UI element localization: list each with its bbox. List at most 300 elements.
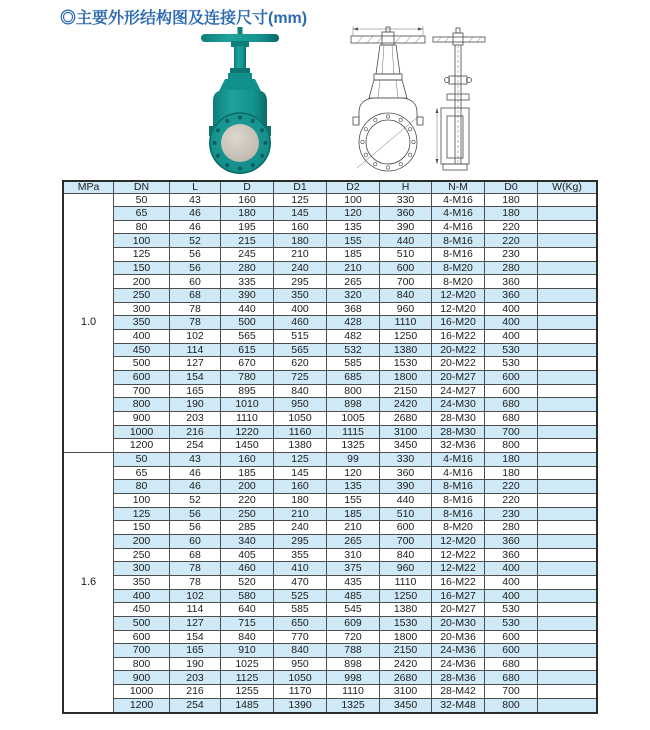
table-cell: 440 (380, 493, 432, 507)
table-cell: 78 (170, 575, 221, 589)
table-cell: 195 (221, 220, 274, 234)
table-row (63, 562, 597, 576)
table-row (63, 302, 597, 316)
table-row (63, 521, 597, 535)
table-cell: 400 (114, 330, 170, 344)
table-cell: 240 (274, 521, 327, 535)
column-header-d2: D2 (327, 181, 380, 193)
table-cell: 12-M22 (432, 562, 485, 576)
table-row (63, 452, 597, 466)
table-cell: 203 (170, 412, 221, 426)
dimension-table (62, 180, 598, 714)
table-cell: 155 (327, 493, 380, 507)
table-cell: 180 (485, 466, 538, 480)
table-cell: 340 (221, 534, 274, 548)
table-cell: 565 (221, 330, 274, 344)
table-cell: 1250 (380, 330, 432, 344)
table-cell: 1025 (221, 657, 274, 671)
table-cell: 530 (485, 343, 538, 357)
table-cell: 700 (485, 425, 538, 439)
table-row (63, 371, 597, 385)
table-cell: 2680 (380, 671, 432, 685)
table-cell: 125 (114, 248, 170, 262)
table-cell (538, 685, 598, 699)
table-cell: 78 (170, 562, 221, 576)
table-cell: 4-M16 (432, 193, 485, 207)
table-cell: 250 (114, 289, 170, 303)
table-cell: 1050 (274, 671, 327, 685)
table-cell: 114 (170, 603, 221, 617)
table-cell: 240 (274, 261, 327, 275)
table-cell: 102 (170, 330, 221, 344)
table-cell: 360 (485, 289, 538, 303)
table-cell (538, 534, 598, 548)
table-cell: 160 (221, 452, 274, 466)
table-cell: 295 (274, 534, 327, 548)
table-cell: 24-M36 (432, 657, 485, 671)
table-cell: 390 (380, 220, 432, 234)
table-cell: 1160 (274, 425, 327, 439)
table-cell: 500 (221, 316, 274, 330)
table-cell: 840 (380, 548, 432, 562)
table-cell (538, 671, 598, 685)
table-cell: 1200 (114, 439, 170, 453)
table-cell (538, 589, 598, 603)
column-header-d0: D0 (485, 181, 538, 193)
table-cell: 670 (221, 357, 274, 371)
table-cell: 154 (170, 630, 221, 644)
table-cell: 700 (114, 644, 170, 658)
table-cell (538, 480, 598, 494)
table-cell: 600 (485, 630, 538, 644)
table-row (63, 357, 597, 371)
table-cell: 360 (380, 466, 432, 480)
table-cell: 20-M36 (432, 630, 485, 644)
table-cell: 482 (327, 330, 380, 344)
table-row (63, 548, 597, 562)
table-cell: 8-M20 (432, 521, 485, 535)
table-cell: 310 (327, 548, 380, 562)
table-cell: 4-M16 (432, 207, 485, 221)
table-cell: 265 (327, 275, 380, 289)
table-cell: 220 (485, 234, 538, 248)
table-cell: 180 (485, 193, 538, 207)
table-cell: 900 (114, 412, 170, 426)
table-cell (538, 398, 598, 412)
table-cell (538, 562, 598, 576)
table-cell: 725 (274, 371, 327, 385)
table-cell: 160 (274, 480, 327, 494)
valve-flange (209, 112, 271, 174)
table-cell (538, 248, 598, 262)
table-cell: 400 (274, 302, 327, 316)
table-row (63, 657, 597, 671)
table-cell: 650 (274, 616, 327, 630)
table-cell: 8-M20 (432, 275, 485, 289)
table-row (63, 261, 597, 275)
table-cell: 1050 (274, 412, 327, 426)
table-cell: 50 (114, 452, 170, 466)
table-cell: 46 (170, 220, 221, 234)
table-cell: 46 (170, 207, 221, 221)
table-cell: 1005 (327, 412, 380, 426)
table-cell: 840 (274, 384, 327, 398)
table-row (63, 480, 597, 494)
table-cell: 46 (170, 480, 221, 494)
table-cell: 20-M27 (432, 371, 485, 385)
table-cell: 530 (485, 603, 538, 617)
valve-stem (219, 46, 261, 91)
table-cell: 1000 (114, 685, 170, 699)
table-cell: 600 (114, 371, 170, 385)
table-cell: 950 (274, 657, 327, 671)
table-cell: 20-M22 (432, 343, 485, 357)
table-cell: 295 (274, 275, 327, 289)
page-title: ◎主要外形结构图及连接尺寸(mm) (60, 10, 308, 27)
table-cell: 52 (170, 234, 221, 248)
table-cell: 400 (485, 302, 538, 316)
table-cell: 680 (485, 398, 538, 412)
table-row (63, 289, 597, 303)
table-cell: 1325 (327, 698, 380, 713)
table-row (63, 207, 597, 221)
table-cell: 20-M30 (432, 616, 485, 630)
table-cell: 1800 (380, 630, 432, 644)
table-cell: 8-M16 (432, 234, 485, 248)
table-cell: 12-M20 (432, 534, 485, 548)
table-cell: 12-M20 (432, 302, 485, 316)
table-cell: 1110 (380, 316, 432, 330)
table-cell: 185 (327, 507, 380, 521)
table-cell: 285 (221, 521, 274, 535)
table-cell: 280 (221, 261, 274, 275)
table-cell: 28-M30 (432, 412, 485, 426)
table-cell: 910 (221, 644, 274, 658)
table-cell: 800 (114, 398, 170, 412)
table-cell: 3100 (380, 425, 432, 439)
table-row (63, 220, 597, 234)
table-cell: 150 (114, 261, 170, 275)
table-cell (538, 412, 598, 426)
table-cell: 12-M22 (432, 548, 485, 562)
table-cell: 510 (380, 248, 432, 262)
table-row (63, 425, 597, 439)
table-cell: 220 (221, 493, 274, 507)
table-cell: 770 (274, 630, 327, 644)
table-cell: 3100 (380, 685, 432, 699)
table-cell: 400 (485, 316, 538, 330)
table-cell: 1530 (380, 357, 432, 371)
table-cell (538, 234, 598, 248)
table-cell: 3450 (380, 698, 432, 713)
table-cell: 1115 (327, 425, 380, 439)
table-cell: 2150 (380, 384, 432, 398)
table-row (63, 193, 597, 207)
table-cell: 180 (274, 234, 327, 248)
table-cell: 65 (114, 466, 170, 480)
table-cell: 220 (485, 220, 538, 234)
table-cell: 1380 (274, 439, 327, 453)
table-cell: 203 (170, 671, 221, 685)
table-cell: 898 (327, 657, 380, 671)
table-cell: 154 (170, 371, 221, 385)
table-cell: 280 (485, 521, 538, 535)
column-header-w-kg-: W(Kg) (538, 181, 598, 193)
table-cell: 532 (327, 343, 380, 357)
table-cell (538, 521, 598, 535)
table-cell: 56 (170, 248, 221, 262)
table-cell: 440 (221, 302, 274, 316)
table-cell (538, 548, 598, 562)
table-cell (538, 343, 598, 357)
table-cell: 100 (327, 193, 380, 207)
table-cell: 220 (485, 480, 538, 494)
table-row (63, 398, 597, 412)
table-cell: 788 (327, 644, 380, 658)
table-cell: 1110 (380, 575, 432, 589)
table-cell: 185 (327, 248, 380, 262)
table-cell: 428 (327, 316, 380, 330)
table-cell: 450 (114, 603, 170, 617)
table-cell (538, 644, 598, 658)
table-cell: 350 (114, 575, 170, 589)
table-cell: 440 (380, 234, 432, 248)
table-cell (538, 698, 598, 713)
table-cell: 80 (114, 480, 170, 494)
table-cell (538, 630, 598, 644)
table-cell: 300 (114, 302, 170, 316)
table-cell: 1125 (221, 671, 274, 685)
table-cell: 840 (380, 289, 432, 303)
table-cell: 600 (485, 644, 538, 658)
table-cell: 145 (274, 207, 327, 221)
table-row (63, 343, 597, 357)
table-cell: 800 (485, 439, 538, 453)
table-cell: 530 (485, 616, 538, 630)
table-cell: 68 (170, 289, 221, 303)
table-cell: 2150 (380, 644, 432, 658)
table-cell: 2680 (380, 412, 432, 426)
table-cell: 24-M30 (432, 398, 485, 412)
table-cell: 210 (274, 248, 327, 262)
table-cell: 8-M16 (432, 493, 485, 507)
table-row (63, 603, 597, 617)
table-cell: 250 (221, 507, 274, 521)
table-cell: 400 (485, 562, 538, 576)
table-cell: 20-M22 (432, 357, 485, 371)
table-cell: 3450 (380, 439, 432, 453)
table-row (63, 248, 597, 262)
column-header-d: D (221, 181, 274, 193)
table-cell: 720 (327, 630, 380, 644)
table-cell: 435 (327, 575, 380, 589)
table-cell: 320 (327, 289, 380, 303)
table-cell: 1110 (327, 685, 380, 699)
table-cell: 715 (221, 616, 274, 630)
table-cell (538, 357, 598, 371)
table-row (63, 630, 597, 644)
table-cell: 200 (221, 480, 274, 494)
table-cell: 68 (170, 548, 221, 562)
table-cell: 355 (274, 548, 327, 562)
table-cell: 127 (170, 357, 221, 371)
table-cell: 120 (327, 466, 380, 480)
table-cell: 2420 (380, 398, 432, 412)
table-cell: 1380 (380, 603, 432, 617)
valve-handwheel (201, 27, 279, 47)
table-cell: 580 (221, 589, 274, 603)
table-row (63, 671, 597, 685)
table-cell: 210 (274, 507, 327, 521)
table-cell: 60 (170, 275, 221, 289)
table-cell: 1200 (114, 698, 170, 713)
table-row (63, 439, 597, 453)
table-row (63, 698, 597, 713)
table-cell: 450 (114, 343, 170, 357)
table-cell: 43 (170, 452, 221, 466)
table-cell: 350 (114, 316, 170, 330)
table-cell: 60 (170, 534, 221, 548)
table-cell: 56 (170, 507, 221, 521)
table-cell: 390 (380, 480, 432, 494)
table-cell: 360 (485, 275, 538, 289)
table-cell: 300 (114, 562, 170, 576)
table-cell: 700 (380, 275, 432, 289)
table-cell: 28-M42 (432, 685, 485, 699)
table-cell: 100 (114, 493, 170, 507)
table-cell: 4-M16 (432, 466, 485, 480)
table-cell: 700 (380, 534, 432, 548)
table-cell (538, 616, 598, 630)
valve-disc (221, 124, 259, 162)
table-cell: 368 (327, 302, 380, 316)
table-cell: 16-M20 (432, 316, 485, 330)
table-cell: 8-M16 (432, 507, 485, 521)
table-cell: 180 (221, 207, 274, 221)
table-cell: 160 (274, 220, 327, 234)
mpa-section-label: 1.6 (63, 452, 114, 713)
table-cell: 102 (170, 589, 221, 603)
table-cell: 254 (170, 698, 221, 713)
table-cell: 585 (274, 603, 327, 617)
table-cell: 200 (114, 534, 170, 548)
table-cell: 840 (274, 644, 327, 658)
table-cell: 1110 (221, 412, 274, 426)
column-header-l: L (170, 181, 221, 193)
table-cell: 16-M22 (432, 330, 485, 344)
table-cell: 150 (114, 521, 170, 535)
table-cell: 43 (170, 193, 221, 207)
table-cell: 460 (274, 316, 327, 330)
table-cell: 56 (170, 261, 221, 275)
table-cell: 1450 (221, 439, 274, 453)
table-cell: 1325 (327, 439, 380, 453)
table-cell: 530 (485, 357, 538, 371)
drawing-front-view (351, 26, 425, 171)
table-cell: 840 (221, 630, 274, 644)
table-cell (538, 207, 598, 221)
table-cell: 145 (274, 466, 327, 480)
table-cell: 155 (327, 234, 380, 248)
table-cell: 1220 (221, 425, 274, 439)
table-cell: 1530 (380, 616, 432, 630)
table-cell: 127 (170, 616, 221, 630)
table-cell: 4-M16 (432, 220, 485, 234)
table-cell: 230 (485, 507, 538, 521)
table-cell: 99 (327, 452, 380, 466)
table-cell: 405 (221, 548, 274, 562)
table-cell: 680 (485, 412, 538, 426)
table-row (63, 589, 597, 603)
table-cell: 20-M27 (432, 603, 485, 617)
table-cell: 400 (485, 575, 538, 589)
table-cell: 800 (327, 384, 380, 398)
table-cell: 100 (114, 234, 170, 248)
table-cell: 114 (170, 343, 221, 357)
table-cell: 640 (221, 603, 274, 617)
table-cell: 265 (327, 534, 380, 548)
table-cell: 230 (485, 248, 538, 262)
table-cell: 700 (485, 685, 538, 699)
table-cell: 460 (221, 562, 274, 576)
table-cell (538, 452, 598, 466)
table-cell (538, 193, 598, 207)
table-cell: 515 (274, 330, 327, 344)
table-cell: 390 (221, 289, 274, 303)
table-cell: 600 (380, 261, 432, 275)
table-cell (538, 657, 598, 671)
valve-product-image (185, 26, 295, 178)
table-cell: 360 (485, 548, 538, 562)
table-cell: 950 (274, 398, 327, 412)
table-cell: 1255 (221, 685, 274, 699)
table-cell: 16-M22 (432, 575, 485, 589)
table-cell (538, 425, 598, 439)
table-cell: 780 (221, 371, 274, 385)
table-cell: 335 (221, 275, 274, 289)
table-row (63, 275, 597, 289)
table-cell: 280 (485, 261, 538, 275)
table-cell: 960 (380, 302, 432, 316)
table-cell: 216 (170, 425, 221, 439)
table-cell: 8-M16 (432, 480, 485, 494)
table-cell: 210 (327, 261, 380, 275)
table-cell: 330 (380, 193, 432, 207)
table-cell: 56 (170, 521, 221, 535)
table-row (63, 316, 597, 330)
table-cell: 125 (114, 507, 170, 521)
table-row (63, 644, 597, 658)
table-cell: 28-M30 (432, 425, 485, 439)
column-header-h: H (380, 181, 432, 193)
table-cell: 615 (221, 343, 274, 357)
table-cell: 190 (170, 657, 221, 671)
table-cell: 245 (221, 248, 274, 262)
table-cell (538, 316, 598, 330)
table-cell: 620 (274, 357, 327, 371)
table-cell: 600 (114, 630, 170, 644)
table-cell: 8-M20 (432, 261, 485, 275)
mpa-section-label: 1.0 (63, 193, 114, 452)
table-cell: 16-M27 (432, 589, 485, 603)
table-cell: 600 (485, 384, 538, 398)
table-cell: 960 (380, 562, 432, 576)
table-cell: 135 (327, 220, 380, 234)
table-cell: 680 (485, 657, 538, 671)
table-cell: 360 (485, 534, 538, 548)
table-cell (538, 439, 598, 453)
table-cell: 500 (114, 357, 170, 371)
